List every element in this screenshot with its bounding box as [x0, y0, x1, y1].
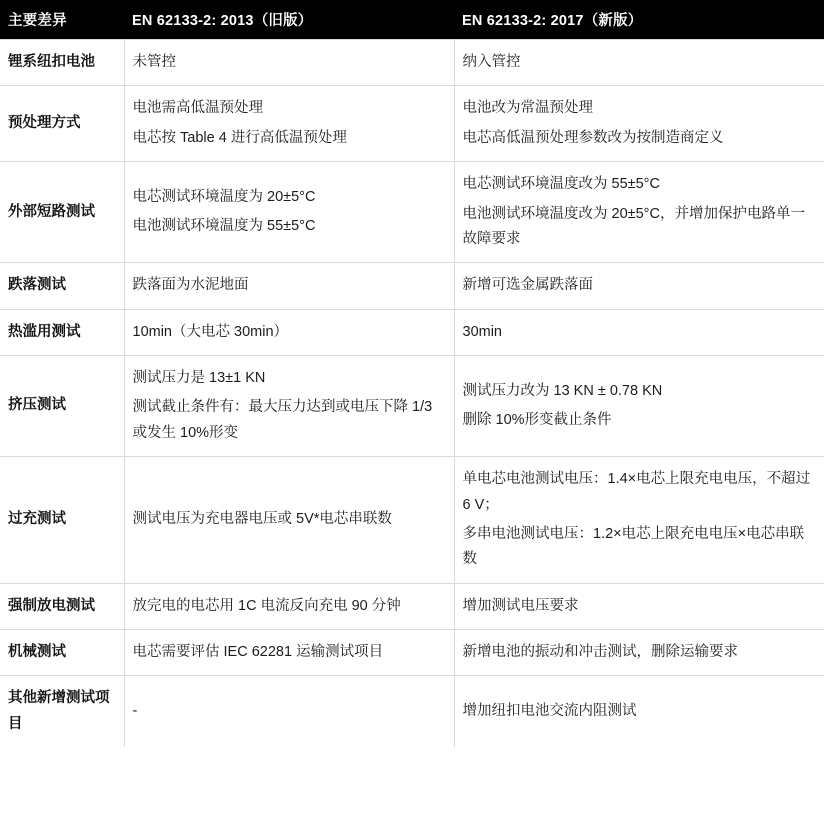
row-new-value [454, 309, 824, 355]
table-row [0, 263, 824, 309]
row-new-value [454, 630, 824, 676]
row-old-value [124, 86, 454, 162]
row-topic: 热滥用测试 [0, 309, 124, 355]
cell-line: 电池测试环境温度改为 20±5°C，并增加保护电路单一故障要求 [462, 205, 805, 247]
cell-line: 电芯测试环境温度为 20±5°C [132, 188, 316, 205]
cell-line: 新增电池的振动和冲击测试，删除运输要求 [462, 644, 738, 660]
row-topic: 强制放电测试 [0, 583, 124, 629]
row-old-value [124, 263, 454, 309]
cell-line: 电池改为常温预处理 [462, 100, 593, 117]
row-old-value [124, 356, 454, 457]
cell-line: 30min [462, 323, 502, 340]
row-new-value [454, 583, 824, 629]
table-header-row [0, 0, 824, 40]
table-row [0, 356, 824, 457]
cell-line: 电芯按 Table 4 进行高低温预处理 [132, 129, 347, 146]
table-row [0, 676, 824, 747]
table-row [0, 630, 824, 676]
row-new-value [454, 162, 824, 263]
table-header [0, 0, 824, 40]
column-header-topic: 主要差异 [0, 0, 124, 40]
table-row [0, 309, 824, 355]
table-row [0, 86, 824, 162]
cell-line: 跌落面为水泥地面 [132, 277, 249, 294]
row-topic: 跌落测试 [0, 263, 124, 309]
cell-line: 纳入管控 [462, 54, 521, 70]
row-topic: 过充测试 [0, 457, 124, 584]
cell-line: 10min（大电芯 30min） [132, 323, 289, 340]
row-topic: 预处理方式 [0, 86, 124, 162]
row-new-value [454, 40, 824, 86]
cell-line: 测试截止条件有：最大压力达到或电压下降 1/3 或发生 10%形变 [132, 399, 433, 441]
cell-line: 放完电的电芯用 1C 电流反向充电 90 分钟 [132, 597, 401, 614]
cell-line: 单电芯电池测试电压：1.4×电芯上限充电电压，不超过 6 V； [462, 471, 811, 513]
cell-line: 测试电压为充电器电压或 5V*电芯串联数 [132, 511, 392, 528]
cell-line: 电池需高低温预处理 [132, 100, 263, 117]
table-row [0, 583, 824, 629]
cell-line: 电芯需要评估 IEC 62281 运输测试项目 [132, 644, 384, 660]
cell-line: 删除 10%形变截止条件 [462, 412, 612, 429]
row-new-value [454, 457, 824, 584]
row-old-value [124, 309, 454, 355]
row-topic: 锂系纽扣电池 [0, 40, 124, 86]
row-old-value [124, 676, 454, 747]
cell-line: 增加测试电压要求 [462, 597, 579, 614]
cell-line: 多串电池测试电压：1.2×电芯上限充电电压×电芯串联数 [462, 525, 805, 568]
row-old-value [124, 630, 454, 676]
table-row [0, 457, 824, 584]
table-row [0, 162, 824, 263]
cell-line: 电芯高低温预处理参数改为按制造商定义 [462, 129, 724, 146]
row-new-value [454, 356, 824, 457]
row-new-value [454, 676, 824, 747]
cell-line: 未管控 [132, 54, 176, 70]
row-topic: 外部短路测试 [0, 162, 124, 263]
row-topic: 挤压测试 [0, 356, 124, 457]
row-new-value [454, 263, 824, 309]
row-old-value [124, 457, 454, 584]
column-header-new-standard: EN 62133-2: 2017（新版） [454, 0, 824, 40]
row-topic: 机械测试 [0, 630, 124, 676]
cell-line: 增加纽扣电池交流内阻测试 [462, 703, 637, 720]
row-old-value [124, 40, 454, 86]
row-old-value [124, 162, 454, 263]
cell-line: 电池测试环境温度为 55±5°C [132, 218, 316, 235]
column-header-old-standard: EN 62133-2: 2013（旧版） [124, 0, 454, 40]
row-old-value [124, 583, 454, 629]
row-topic: 其他新增测试项目 [0, 676, 124, 747]
row-new-value [454, 86, 824, 162]
cell-line: 测试压力是 13±1 KN [132, 370, 266, 386]
cell-line: - [132, 703, 138, 720]
table-row [0, 40, 824, 86]
cell-line: 测试压力改为 13 KN ± 0.78 KN [462, 382, 663, 399]
cell-line: 新增可选金属跌落面 [462, 277, 593, 294]
cell-line: 电芯测试环境温度改为 55±5°C [462, 176, 660, 193]
table-body [0, 40, 824, 748]
